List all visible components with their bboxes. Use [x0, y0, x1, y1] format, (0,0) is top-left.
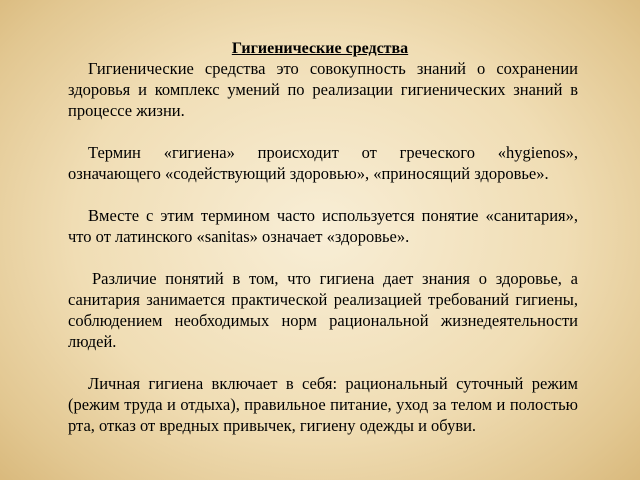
paragraph-definition: Гигиенические средства это совокупность знаний о сохранении здоровья и комплекс умений по реализации гигиенических знаний в процессе жизни.: [68, 59, 578, 120]
paragraph-sanitation: Вместе с этим термином часто используется понятие «санитария», что от латинского «sanitas» означает «здоровье».: [68, 206, 578, 246]
paragraph-personal-hygiene: Личная гигиена включает в себя: рациональный суточный режим (режим труда и отдыха), правильное питание, уход за телом и полостью рта, отказ от вредных привычек, гигиену одежды и обуви.: [68, 374, 578, 435]
slide-title: Гигиенические средства: [231, 40, 409, 57]
paragraph-difference: Различие понятий в том, что гигиена дает знания о здоровье, а санитария занимается практической реализацией требований гигиены, соблюдением необходимых норм рациональной жизнедеятельности людей.: [68, 269, 578, 351]
slide-body: [68, 58, 578, 457]
paragraph-term-origin: Термин «гигиена» происходит от греческого «hygienos», означающего «содействующий здоровью», «приносящий здоровье».: [68, 143, 578, 183]
